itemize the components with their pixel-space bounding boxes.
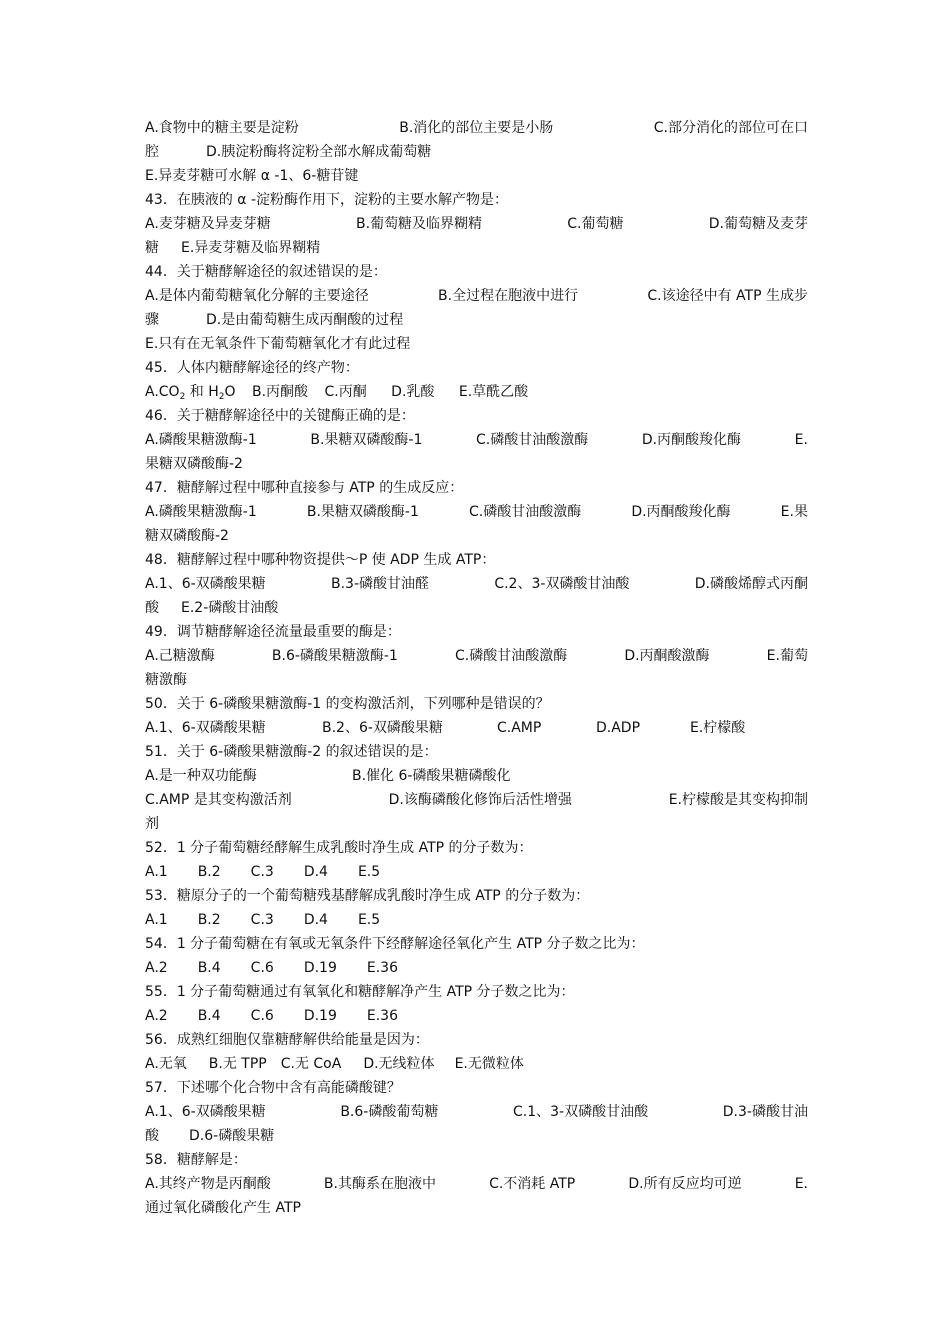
- option-e: E.只有在无氧条件下葡萄糖氧化才有此过程: [145, 336, 411, 352]
- question-44-stem: 44．关于糖酵解途径的叙述错误的是：: [145, 264, 387, 280]
- option-a: A.是一种双功能酶: [145, 768, 257, 784]
- question-50-options: [145, 716, 808, 740]
- option-b: B.无 TPP: [208, 1056, 267, 1072]
- option-a: A.1: [145, 912, 168, 928]
- option-c: C.部分消化的部位可在口: [653, 120, 808, 136]
- option-e: D.6-磷酸果糖: [189, 1128, 275, 1144]
- option-d: D.该酶磷酸化修饰后活性增强: [388, 792, 572, 808]
- question-44-options-row-3: [145, 332, 808, 356]
- option-b: B.全过程在胞液中进行: [438, 288, 579, 304]
- question-45-stem: 45．人体内糖酵解途径的终产物：: [145, 360, 359, 376]
- option-c: C.3: [250, 912, 274, 928]
- option-d: D.乳酸: [391, 384, 435, 400]
- option-b: B.果糖双磷酸酶-1: [310, 432, 423, 448]
- question-46-stem: 46．关于糖酵解途径中的关键酶正确的是：: [145, 408, 415, 424]
- question-50-stem: 50．关于 6-磷酸果糖激酶-1 的变构激活剂，下列哪种是错误的？: [145, 696, 550, 712]
- option-c: C.不消耗 ATP: [489, 1176, 576, 1192]
- question-46-options-row-1: [145, 428, 808, 452]
- option-c-continued: 骤: [145, 312, 159, 328]
- option-a: A.1、6-双磷酸果糖: [145, 720, 266, 736]
- option-d: D.无线粒体: [363, 1056, 435, 1072]
- question-51-options-row-2: [145, 788, 808, 812]
- option-c: C.无 CoA: [280, 1056, 342, 1072]
- option-c: C.该途径中有 ATP 生成步: [647, 288, 808, 304]
- option-d: D.丙酮酸羧化酶: [631, 504, 731, 520]
- option-b: B.果糖双磷酸酶-1: [306, 504, 419, 520]
- option-e: E.柠檬酸: [690, 720, 746, 736]
- question-53-stem: 53．糖原分子的一个葡萄糖残基酵解成乳酸时净生成 ATP 的分子数为：: [145, 888, 590, 904]
- question-45-options: [145, 380, 808, 404]
- option-a: A.食物中的糖主要是淀粉: [145, 120, 299, 136]
- option-a: A.2: [145, 960, 168, 976]
- option-a: A.是体内葡萄糖氧化分解的主要途径: [145, 288, 369, 304]
- question-46-options-row-2: 果糖双磷酸酶-2: [145, 456, 243, 472]
- option-b: B.2、6-双磷酸果糖: [322, 720, 443, 736]
- option-b: B.催化 6-磷酸果糖磷酸化: [352, 768, 511, 784]
- option-d: D.19: [303, 1008, 337, 1024]
- option-b: B.丙酮酸: [251, 384, 309, 400]
- question-44-options-row-2: [145, 308, 808, 332]
- question-56-stem: 56．成熟红细胞仅靠糖酵解供给能量是因为：: [145, 1032, 429, 1048]
- option-c: C.磷酸甘油酸激酶: [454, 648, 568, 664]
- question-52-options: [145, 860, 808, 884]
- option-d: D.葡萄糖及麦芽: [708, 216, 808, 232]
- option-e: E.葡萄: [766, 648, 808, 664]
- question-42-options-row-2: [145, 140, 808, 164]
- question-43-options-row-2: [145, 236, 808, 260]
- question-47-options-row-2: 糖双磷酸酶-2: [145, 528, 229, 544]
- option-b: B.6-磷酸葡萄糖: [340, 1104, 439, 1120]
- option-e: E.5: [357, 912, 381, 928]
- option-a: A.其终产物是丙酮酸: [145, 1176, 271, 1192]
- option-e: E.36: [366, 1008, 398, 1024]
- option-e: E.: [794, 432, 808, 448]
- question-58-options-row-2: 通过氧化磷酸化产生 ATP: [145, 1200, 301, 1216]
- option-d: D.ADP: [596, 720, 641, 736]
- option-c-continued: 腔: [145, 144, 159, 160]
- question-48-options-row-2: [145, 596, 808, 620]
- option-b: B.4: [197, 1008, 221, 1024]
- option-c: C.1、3-双磷酸甘油酸: [513, 1104, 649, 1120]
- question-55-stem: 55．1 分子葡萄糖通过有氧氧化和糖酵解净产生 ATP 分子数之比为：: [145, 984, 575, 1000]
- question-47-stem: 47．糖酵解过程中哪种直接参与 ATP 的生成反应：: [145, 480, 464, 496]
- question-52-stem: 52．1 分子葡萄糖经酵解生成乳酸时净生成 ATP 的分子数为：: [145, 840, 533, 856]
- question-57-options-row-1: [145, 1100, 808, 1124]
- question-48-options-row-1: [145, 572, 808, 596]
- option-d: D.4: [303, 864, 328, 880]
- option-b: B.6-磷酸果糖激酶-1: [271, 648, 398, 664]
- option-a: A.2: [145, 1008, 168, 1024]
- option-b: B.4: [197, 960, 221, 976]
- option-d-continued: 酸: [145, 600, 159, 616]
- question-49-options-row-1: [145, 644, 808, 668]
- option-d: D.所有反应均可逆: [628, 1176, 742, 1192]
- option-c: C.6: [250, 960, 274, 976]
- option-e: E.5: [357, 864, 381, 880]
- option-a: A.1、6-双磷酸果糖: [145, 1104, 266, 1120]
- option-b: B.2: [197, 912, 221, 928]
- option-a: A.1: [145, 864, 168, 880]
- option-a: A.麦芽糖及异麦芽糖: [145, 216, 271, 232]
- question-57-stem: 57．下述哪个化合物中含有高能磷酸键？: [145, 1080, 401, 1096]
- question-55-options: [145, 1004, 808, 1028]
- option-e: E.2-磷酸甘油酸: [181, 600, 279, 616]
- option-c: C.丙酮: [324, 384, 367, 400]
- question-51-stem: 51．关于 6-磷酸果糖激酶-2 的叙述错误的是：: [145, 744, 438, 760]
- question-49-stem: 49．调节糖酵解途径流量最重要的酶是：: [145, 624, 401, 640]
- question-54-options: [145, 956, 808, 980]
- option-c: C.磷酸甘油酸激酶: [468, 504, 582, 520]
- option-d: D.19: [303, 960, 337, 976]
- question-42-options-row-3: [145, 164, 808, 188]
- option-b: B.3-磷酸甘油醛: [330, 576, 429, 592]
- option-d: D.磷酸烯醇式丙酮: [694, 576, 808, 592]
- option-c: C.6: [250, 1008, 274, 1024]
- option-d-continued: 糖: [145, 240, 159, 256]
- question-47-options-row-1: [145, 500, 808, 524]
- question-51-options-row-1: [145, 764, 808, 788]
- option-d: D.丙酮酸激酶: [624, 648, 710, 664]
- option-b: B.消化的部位主要是小肠: [399, 120, 554, 136]
- question-51-options-row-3: 剂: [145, 816, 159, 832]
- option-b: B.其酶系在胞液中: [323, 1176, 436, 1192]
- option-e: E.柠檬酸是其变构抑制: [668, 792, 808, 808]
- option-c: C.2、3-双磷酸甘油酸: [494, 576, 630, 592]
- option-d: D.丙酮酸羧化酶: [641, 432, 742, 448]
- question-56-options: [145, 1052, 808, 1076]
- question-44-options-row-1: [145, 284, 808, 308]
- option-c: C.磷酸甘油酸激酶: [475, 432, 589, 448]
- option-a: A.无氧: [145, 1056, 187, 1072]
- question-43-options-row-1: [145, 212, 808, 236]
- question-43-stem: 43．在胰液的 α -淀粉酶作用下，淀粉的主要水解产物是：: [145, 192, 508, 208]
- option-e: E.无微粒体: [454, 1056, 524, 1072]
- question-58-stem: 58．糖酵解是：: [145, 1152, 247, 1168]
- option-b: B.葡萄糖及临界糊精: [356, 216, 483, 232]
- option-a: A.己糖激酶: [145, 648, 215, 664]
- question-54-stem: 54．1 分子葡萄糖在有氧或无氧条件下经酵解途径氧化产生 ATP 分子数之比为：: [145, 936, 645, 952]
- question-57-options-row-2: [145, 1124, 808, 1148]
- option-e: E.草酰乙酸: [458, 384, 529, 400]
- option-c: C.AMP 是其变构激活剂: [145, 792, 292, 808]
- option-e: E.: [794, 1176, 808, 1192]
- question-49-options-row-2: 糖激酶: [145, 672, 187, 688]
- option-a: A.1、6-双磷酸果糖: [145, 576, 266, 592]
- option-e: E.异麦芽糖可水解 α -1、6-糖苷键: [145, 168, 359, 184]
- option-c: C.AMP: [497, 720, 542, 736]
- option-a: A.磷酸果糖激酶-1: [145, 432, 257, 448]
- option-d: D.3-磷酸甘油: [722, 1104, 808, 1120]
- question-53-options: [145, 908, 808, 932]
- option-d-continued: 酸: [145, 1128, 159, 1144]
- option-d: D.胰淀粉酶将淀粉全部水解成葡萄糖: [206, 144, 432, 160]
- option-a: A.磷酸果糖激酶-1: [145, 504, 257, 520]
- option-b: B.2: [197, 864, 221, 880]
- question-page: [145, 116, 808, 1220]
- option-e: E.果: [780, 504, 808, 520]
- option-c: C.葡萄糖: [567, 216, 624, 232]
- question-48-stem: 48．糖酵解过程中哪种物资提供～P 使 ADP 生成 ATP：: [145, 552, 496, 568]
- question-58-options-row-1: [145, 1172, 808, 1196]
- option-c: C.3: [250, 864, 274, 880]
- option-d: D.是由葡萄糖生成丙酮酸的过程: [206, 312, 404, 328]
- option-a: $A.CO_2$ 和 $H_2O$: [145, 384, 236, 402]
- option-d: D.4: [303, 912, 328, 928]
- option-e: E.36: [366, 960, 398, 976]
- question-42-options-row-1: [145, 116, 808, 140]
- option-e: E.异麦芽糖及临界糊精: [181, 240, 321, 256]
